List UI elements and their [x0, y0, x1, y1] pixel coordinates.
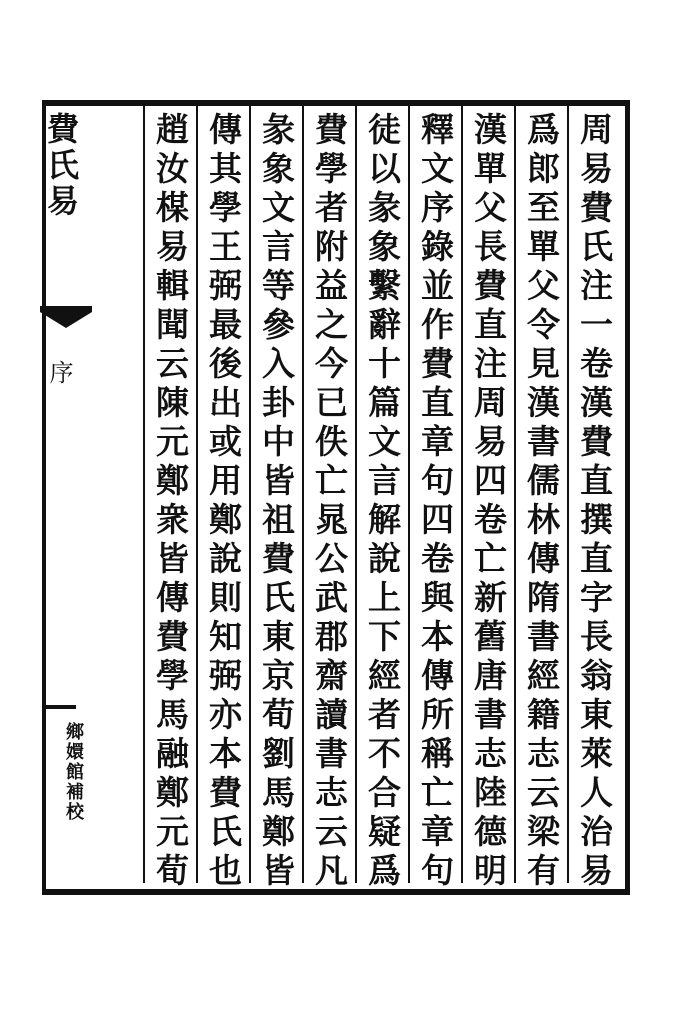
column-rule [302, 106, 304, 883]
text-column: 費學者附益之今已佚亡晁公武郡齋讀書志云凡 [310, 112, 349, 892]
text-column: 傳其學王弼最後出或用鄭說則知弼亦本費氏也 [204, 112, 243, 892]
column-rule [249, 106, 251, 883]
column-rule [408, 106, 410, 883]
text-column: 彖象文言等參入卦中皆祖費氏東京荀劉馬鄭皆 [257, 112, 296, 892]
margin-section-label: 序 [45, 360, 73, 384]
column-rule [514, 106, 516, 883]
text-column: 趙汝楳易輯聞云陳元鄭衆皆傳費學馬融鄭元荀 [151, 112, 190, 892]
text-column: 周易費氏注一卷漢費直撰直字長翁東萊人治易 [575, 112, 614, 892]
margin-book-title: 費氏易 [42, 112, 80, 220]
margin-page-number [46, 705, 76, 709]
text-column: 徒以彖象繫辭十篇文言解說上下經者不合疑爲 [363, 112, 402, 892]
margin-collator: 鄉嬛館補校 [63, 722, 84, 822]
fish-tail-mark [40, 306, 92, 330]
column-rule [355, 106, 357, 883]
column-rule [143, 106, 145, 883]
text-column: 爲郎至單父令見漢書儒林傳隋書經籍志云梁有 [522, 112, 561, 892]
column-rule [196, 106, 198, 883]
text-column: 釋文序錄並作費直章句四卷與本傳所稱亡章句 [416, 112, 455, 892]
column-rule [461, 106, 463, 883]
text-column: 漢單父長費直注周易四卷亡新舊唐書志陸德明 [469, 112, 508, 892]
column-rule [567, 106, 569, 883]
